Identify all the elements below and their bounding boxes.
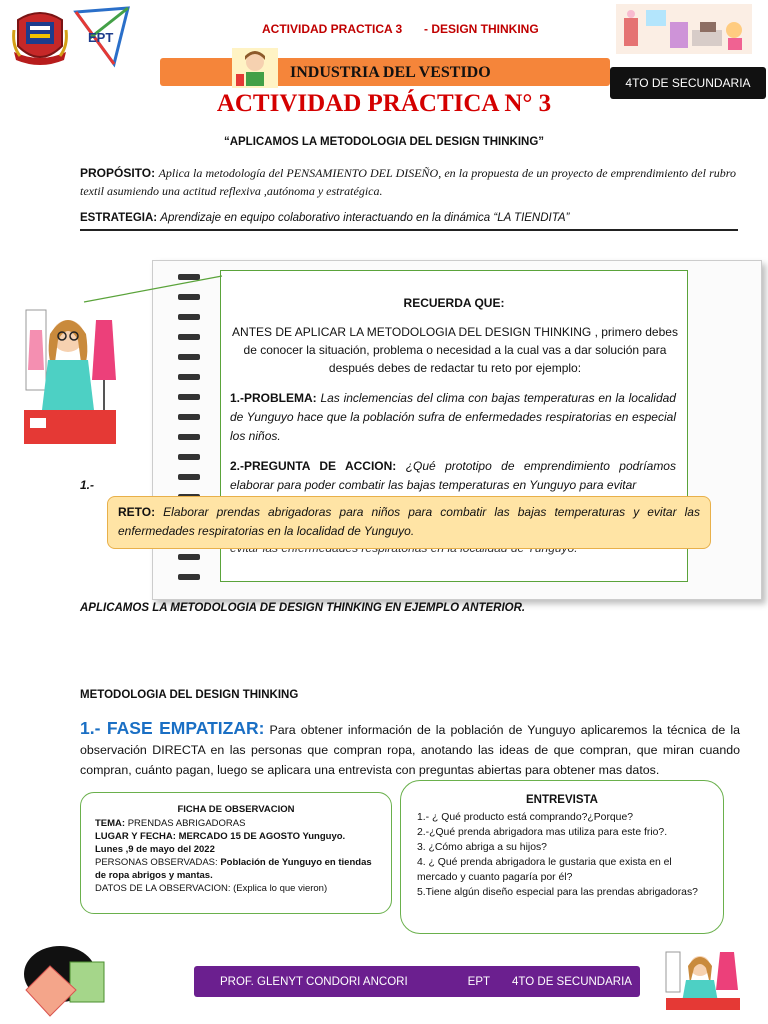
question-label: 2.-PREGUNTA DE ACCION: — [230, 459, 397, 473]
problem-paragraph — [230, 389, 676, 446]
tailor-illustration — [616, 4, 752, 54]
observation-people-label: PERSONAS OBSERVADAS: — [95, 857, 218, 868]
subject-title: INDUSTRIA DEL VESTIDO — [290, 64, 491, 81]
interview-question: 3. ¿Cómo abriga a su hijos? — [417, 842, 547, 853]
school-crest-logo — [12, 6, 68, 70]
strategy-label: ESTRATEGIA: — [80, 212, 158, 224]
observation-people — [95, 856, 377, 882]
footer-bar — [194, 966, 640, 997]
ept-logo — [70, 4, 134, 68]
interview-question: 2.-¿Qué prenda abrigadora mas utiliza para este frio?. — [417, 827, 668, 838]
header-topic-label: - DESIGN THINKING — [424, 22, 539, 36]
observation-place: LUGAR Y FECHA: MERCADO 15 DE AGOSTO Yunguyo. — [95, 831, 346, 842]
observation-sheet — [80, 792, 392, 914]
footer-grade: 4TO DE SECUNDARIA — [512, 975, 632, 988]
header-activity-label: ACTIVIDAD PRACTICA 3 — [262, 22, 403, 36]
fashion-designer-illustration — [20, 300, 120, 444]
methodology-heading: METODOLOGIA DEL DESIGN THINKING — [80, 689, 299, 701]
observation-topic-value: PRENDAS ABRIGADORAS — [127, 818, 246, 829]
observation-data: DATOS DE LA OBSERVACION: (Explica lo que vieron) — [95, 883, 328, 894]
grade-badge: 4TO DE SECUNDARIA — [610, 67, 766, 99]
page-title: ACTIVIDAD PRÁCTICA N° 3 — [216, 90, 552, 117]
observation-sheet-title: FICHA DE OBSERVACION — [177, 804, 295, 815]
observation-people-value: Población de Yunguyo en tiendas de ropa abrigos y mantas. — [95, 857, 372, 881]
observation-topic-label: TEMA: — [95, 818, 126, 829]
problem-label: 1.-PROBLEMA: — [230, 391, 317, 405]
empathize-phase-text: Para obtener información de la población de Yunguyo aplicaremos la técnica de la observación DIRECTA en las personas que compran ropa, anotando las ideas de que compran, que miran cuando compran, cuánto pagan, luego se aplicara una entrevista con preguntas abiertas para obtener mas datos. — [80, 723, 740, 777]
footer-teacher: PROF. GLENYT CONDORI ANCORI — [220, 975, 408, 988]
challenge-text: Elaborar prendas abrigadoras para niños para combatir las bajas temperaturas y evitar las enfermedades respiratorias en la localidad de Yunguyo. — [118, 505, 700, 538]
section-divider — [80, 229, 738, 231]
footer-ept: EPT — [467, 975, 491, 988]
interview-box — [400, 780, 724, 934]
interview-question: 1.- ¿ Qué producto está comprando?¿Porque? — [417, 812, 634, 823]
strategy-paragraph — [80, 212, 736, 224]
interview-question: 4. ¿ Qué prenda abrigadora le gustaria que exista en el mercado y cuanto pagaría por él? — [417, 857, 672, 883]
question-paragraph — [230, 457, 676, 495]
empathize-phase-paragraph — [80, 718, 740, 780]
reminder-intro: ANTES DE APLICAR LA METODOLOGIA DEL DESIGN THINKING , primero debes de conocer la situación, problema o necesidad a la cual vas a dar solución para después debes de redactar tu reto por ejemplo: — [232, 325, 678, 375]
list-number-one: 1.- — [80, 478, 95, 492]
strategy-text: Aprendizaje en equipo colaborativo interactuando en la dinámica “LA TIENDITA” — [160, 212, 570, 224]
ept-logo-text: EPT — [88, 30, 114, 45]
challenge-callout — [107, 496, 711, 549]
apply-instruction: APLICAMOS LA METODOLOGIA DE DESIGN THINKING EN EJEMPLO ANTERIOR. — [80, 602, 526, 614]
challenge-label: RETO: — [118, 505, 156, 519]
interview-question: 5.Tiene algún diseño especial para las prendas abrigadoras? — [417, 887, 698, 898]
footer-designer-illustration — [664, 946, 742, 1010]
reminder-heading: RECUERDA QUE: — [403, 296, 505, 310]
problem-text: Las inclemencias del clima con bajas temperaturas en la localidad de Yunguyo hace que la población sufra de enfermedades respiratorias en especial los niños. — [230, 391, 676, 443]
observation-topic — [95, 817, 377, 830]
footer-decorative-shapes-icon — [20, 944, 110, 1018]
designer-girl-icon — [232, 48, 278, 88]
empathize-phase-heading: 1.- FASE EMPATIZAR: — [80, 718, 265, 738]
observation-date: Lunes ,9 de mayo del 2022 — [95, 844, 215, 855]
purpose-label: PROPÓSITO: — [80, 166, 156, 180]
question-text: ¿Qué prototipo de emprendimiento podríamos elaborar para poder combatir las bajas temperaturas en Yunguyo para evitar — [230, 459, 676, 492]
interview-title: ENTREVISTA — [526, 794, 598, 806]
purpose-text: Aplica la metodología del PENSAMIENTO DEL DISEÑO, en la propuesta de un proyecto de emprendimiento del rubro textil asumiendo una actitud reflexiva ,autónoma y estratégica. — [80, 166, 736, 198]
purpose-paragraph — [80, 164, 736, 200]
page-subtitle: “APLICAMOS LA METODOLOGIA DEL DESIGN THINKING” — [223, 136, 545, 148]
